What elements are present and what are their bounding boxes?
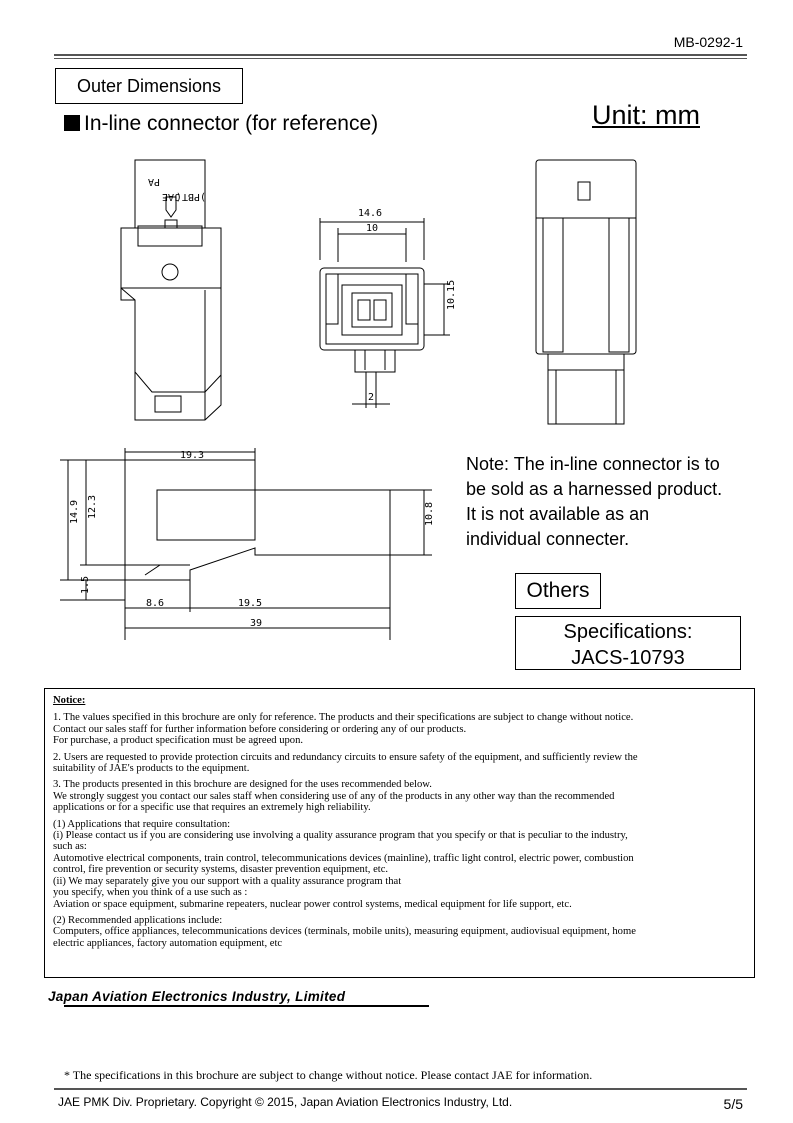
notice-line: We strongly suggest you contact our sales staff when considering use of any of the products in any other way than the recommended [53,790,615,802]
notice-line: applications or for a specific use that requires an extremely high reliability. [53,802,371,814]
unit-label: Unit: mm [592,100,700,130]
section-title: Outer Dimensions [55,68,243,104]
note-line: be sold as a harnessed product. [466,479,723,499]
company-logo: Japan Aviation Electronics Industry, Limited [48,989,346,1004]
notice-line: such as: [53,841,87,853]
document-id: MB-0292-1 [673,34,743,50]
dim-side-len2: 19.5 [238,598,263,609]
notice-line: Automotive electrical components, train control, telecommunications devices (mainline), traffic light control, electric power, combustion [53,852,634,864]
dim-side-body-height: 12.3 [87,494,98,519]
notice-line: electric appliances, factory automation equipment, etc [53,937,283,949]
dim-front-pitch: 2 [368,392,375,403]
notice-box [44,688,755,978]
marking-pbt: )PBT( [175,191,206,202]
notice-paragraph-3 [53,779,746,813]
footer-copyright: JAE PMK Div. Proprietary. Copyright © 2015, Japan Aviation Electronics Industry, Ltd. [58,1095,513,1109]
side-view [60,448,435,640]
dim-side-base: 1.5 [80,575,91,594]
notice-paragraph-5 [53,915,746,949]
disclaimer: * The specifications in this brochure are subject to change without notice. Please contact JAE for information. [64,1068,593,1082]
notice-line: suitability of JAE's products to the equipment. [53,763,250,775]
marking-pa: PA [147,176,160,187]
subtitle-text: In-line connector (for reference) [84,112,379,135]
dim-side-total-height: 14.9 [69,499,80,524]
perspective-view [121,160,221,420]
note [466,452,766,552]
notice-line: (1) Applications that require consultation: [53,818,231,830]
front-view [320,208,457,408]
marking-jae: JAE [161,191,180,202]
notice-line: For purchase, a product specification must be agreed upon. [53,735,304,747]
page-number: 5/5 [723,1096,743,1112]
others-label: Others [515,573,601,609]
dim-side-top: 19.3 [180,450,205,461]
notice-line: (2) Recommended applications include: [53,914,223,926]
notice-line: control, fire prevention or security systems, disaster prevention equipment, etc. [53,864,389,876]
notice-line: Aviation or space equipment, submarine repeaters, nuclear power control systems, medical equipment for life support, etc. [53,898,572,910]
dim-front-width-outer: 14.6 [358,208,383,219]
notice-paragraph-2 [53,752,746,775]
notice-line: 2. Users are requested to provide protection circuits and redundancy circuits to ensure safety of the equipment, and sufficiently review the [53,751,638,763]
company-underline [64,1005,429,1007]
spec-title: Specifications: [563,621,693,643]
notice-line: you specify, when you think of a use such as : [53,887,248,899]
notice-line: Computers, office appliances, telecommunications devices (terminals, mobile units), measuring equipment, audiovisual equipment, home [53,926,636,938]
footer-rule [54,1088,747,1090]
note-line: It is not available as an [466,504,650,524]
dim-front-width-inner: 10 [366,223,379,234]
dim-front-height: 10.15 [446,279,457,310]
notice-paragraph-1 [53,712,746,746]
notice-line: 3. The products presented in this brochure are designed for the uses recommended below. [53,779,432,791]
notice-line: Contact our sales staff for further information before considering or ordering any of our products. [53,723,467,735]
notice-paragraph-4 [53,819,746,910]
note-line: Note: The in-line connector is to [466,454,720,474]
notice-line: (i) Please contact us if you are considering use involving a quality assurance program that you specify or that is peculiar to the industry, [53,830,628,842]
spec-number: JACS-10793 [571,647,685,669]
dim-side-right-height: 10.8 [424,501,435,526]
notice-line: 1. The values specified in this brochure are only for reference. The products and their specifications are subject to change without notice. [53,712,634,724]
dim-side-total-length: 39 [250,618,263,629]
notice-line: (ii) We may separately give you our support with a quality assurance program that [53,875,402,887]
specifications-box [515,616,741,670]
note-line: individual connecter. [466,529,630,549]
right-view [536,160,636,424]
dim-side-len1: 8.6 [146,598,165,609]
notice-title: Notice: [53,695,86,706]
